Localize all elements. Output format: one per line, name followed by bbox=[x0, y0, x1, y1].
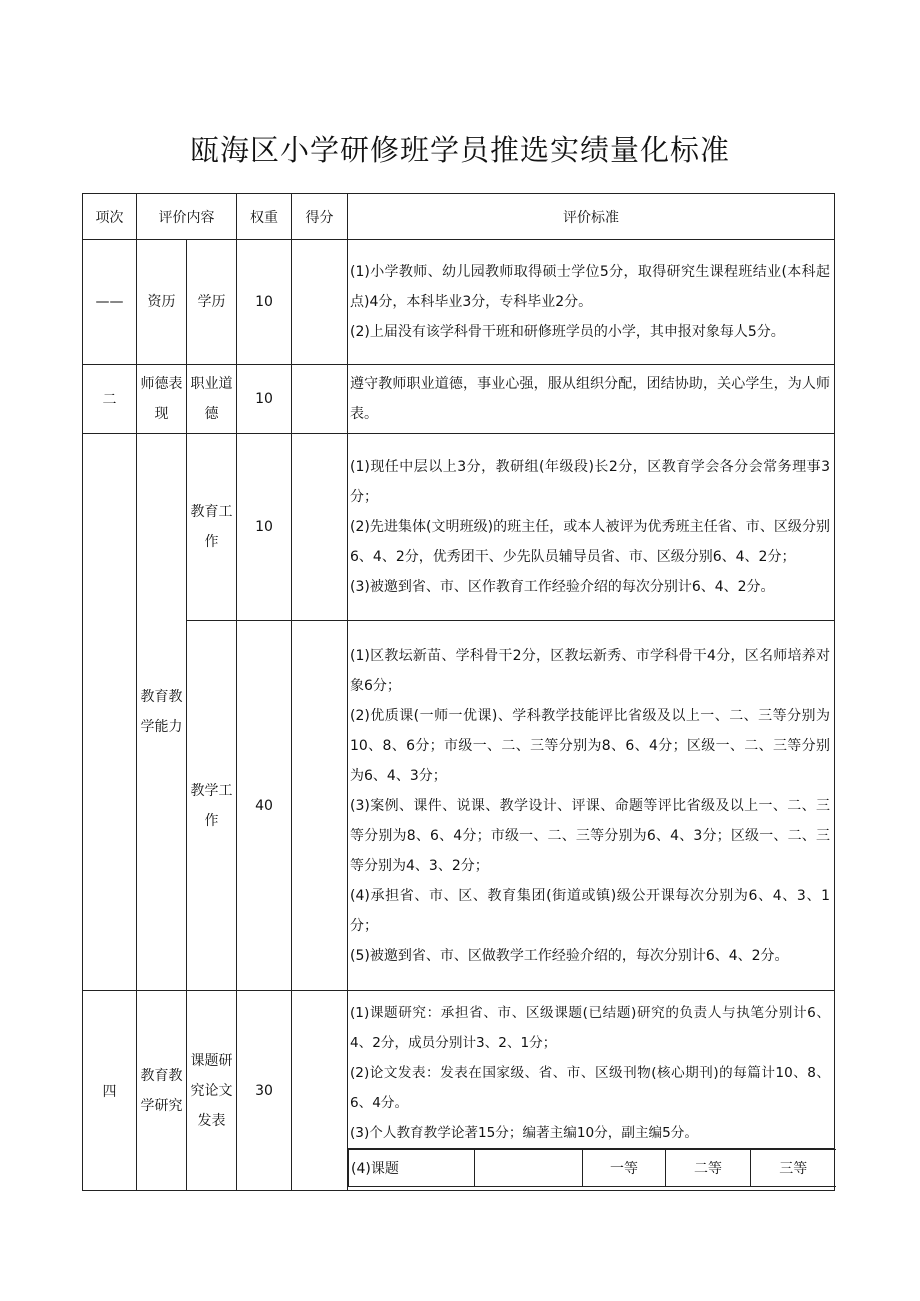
subtable-blank bbox=[475, 1150, 583, 1187]
standard-cell bbox=[348, 365, 835, 434]
table-row bbox=[83, 365, 835, 434]
table-row bbox=[83, 434, 835, 621]
subtable-third: 三等 bbox=[751, 1150, 836, 1187]
standard-line: (3)个人教育教学论著15分；编著主编10分，副主编5分。 bbox=[350, 1125, 698, 1141]
header-row bbox=[83, 194, 835, 240]
header-content: 评价内容 bbox=[137, 194, 237, 240]
page-title: 瓯海区小学研修班学员推选实绩量化标准 bbox=[189, 133, 730, 167]
score-cell bbox=[292, 365, 348, 434]
standard-line: (3)案例、课件、说课、教学设计、评课、命题等评比省级及以上一、二、三等分别为8、6、4分；市级一、二、三等分别为6、4、3分；区级一、二、三等分别为4、3、2分； bbox=[350, 797, 830, 874]
subcategory-cell: 职业道德 bbox=[187, 365, 237, 434]
standard-line: (2)论文发表：发表在国家级、省、市、区级刊物(核心期刊)的每篇计10、8、6、4分。 bbox=[350, 1065, 830, 1111]
standard-line: (5)被邀到省、市、区做教学工作经验介绍的，每次分别计6、4、2分。 bbox=[350, 947, 789, 964]
standard-line: (4)承担省、市、区、教育集团(街道或镇)级公开课每次分别为6、4、3、1分； bbox=[350, 887, 830, 934]
subcategory-cell: 课题研究论文发表 bbox=[187, 991, 237, 1191]
category-cell: 教育教学能力 bbox=[137, 434, 187, 991]
standard-line: (2)优质课(一师一优课)、学科教学技能评比省级及以上一、二、三等分别为10、8、6分；市级一、二、三等分别为8、6、4分；区级一、二、三等分别为6、4、3分； bbox=[350, 707, 830, 784]
standard-line: (1)现任中层以上3分，教研组(年级段)长2分，区教育学会各分会常务理事3分； bbox=[350, 459, 830, 505]
weight-cell: 30 bbox=[237, 991, 292, 1191]
item-number: —— bbox=[83, 240, 137, 365]
item-number bbox=[83, 434, 137, 991]
category-cell: 教育教学研究 bbox=[137, 991, 187, 1191]
standard-line: (1)区教坛新苗、学科骨干2分，区教坛新秀、市学科骨干4分，区名师培养对象6分； bbox=[350, 647, 830, 694]
weight-cell: 40 bbox=[237, 621, 292, 991]
standard-line: (2)上届没有该学科骨干班和研修班学员的小学，其申报对象每人5分。 bbox=[350, 324, 785, 340]
standard-cell bbox=[348, 240, 835, 365]
subcategory-cell: 教学工作 bbox=[187, 621, 237, 991]
header-score: 得分 bbox=[292, 194, 348, 240]
score-cell bbox=[292, 434, 348, 621]
subcategory-cell: 学历 bbox=[187, 240, 237, 365]
table-row bbox=[83, 240, 835, 365]
table-row bbox=[83, 621, 835, 991]
standard-line: (1)小学教师、幼儿园教师取得硕士学位5分，取得研究生课程班结业(本科起点)4分，本科毕业3分，专科毕业2分。 bbox=[350, 264, 830, 310]
standard-cell bbox=[348, 991, 835, 1191]
subtable-first: 一等 bbox=[583, 1150, 666, 1187]
header-weight: 权重 bbox=[237, 194, 292, 240]
item-number: 四 bbox=[83, 991, 137, 1191]
weight-cell: 10 bbox=[237, 240, 292, 365]
score-cell bbox=[292, 621, 348, 991]
standard-line: (1)课题研究：承担省、市、区级课题(已结题)研究的负责人与执笔分别计6、4、2分，成员分别计3、2、1分； bbox=[350, 1005, 830, 1051]
score-cell bbox=[292, 991, 348, 1191]
subcategory-cell: 教育工作 bbox=[187, 434, 237, 621]
header-item: 项次 bbox=[83, 194, 137, 240]
standard-cell bbox=[348, 434, 835, 621]
score-cell bbox=[292, 240, 348, 365]
weight-cell: 10 bbox=[237, 434, 292, 621]
category-cell: 资历 bbox=[137, 240, 187, 365]
table-row bbox=[83, 991, 835, 1191]
weight-cell: 10 bbox=[237, 365, 292, 434]
standard-cell bbox=[348, 621, 835, 991]
subtable-second: 二等 bbox=[666, 1150, 751, 1187]
subtable-label: (4)课题 bbox=[349, 1150, 475, 1187]
award-subtable bbox=[348, 1148, 834, 1187]
item-number: 二 bbox=[83, 365, 137, 434]
standard-line: 遵守教师职业道德，事业心强，服从组织分配，团结协助，关心学生，为人师表。 bbox=[350, 376, 830, 422]
criteria-table bbox=[82, 193, 835, 1191]
header-standard: 评价标准 bbox=[348, 194, 835, 240]
category-cell: 师德表现 bbox=[137, 365, 187, 434]
standard-line: (2)先进集体(文明班级)的班主任，或本人被评为优秀班主任省、市、区级分别6、4、2分，优秀团干、少先队员辅导员省、市、区级分别6、4、2分； bbox=[350, 519, 830, 565]
standard-line: (3)被邀到省、市、区作教育工作经验介绍的每次分别计6、4、2分。 bbox=[350, 579, 775, 595]
